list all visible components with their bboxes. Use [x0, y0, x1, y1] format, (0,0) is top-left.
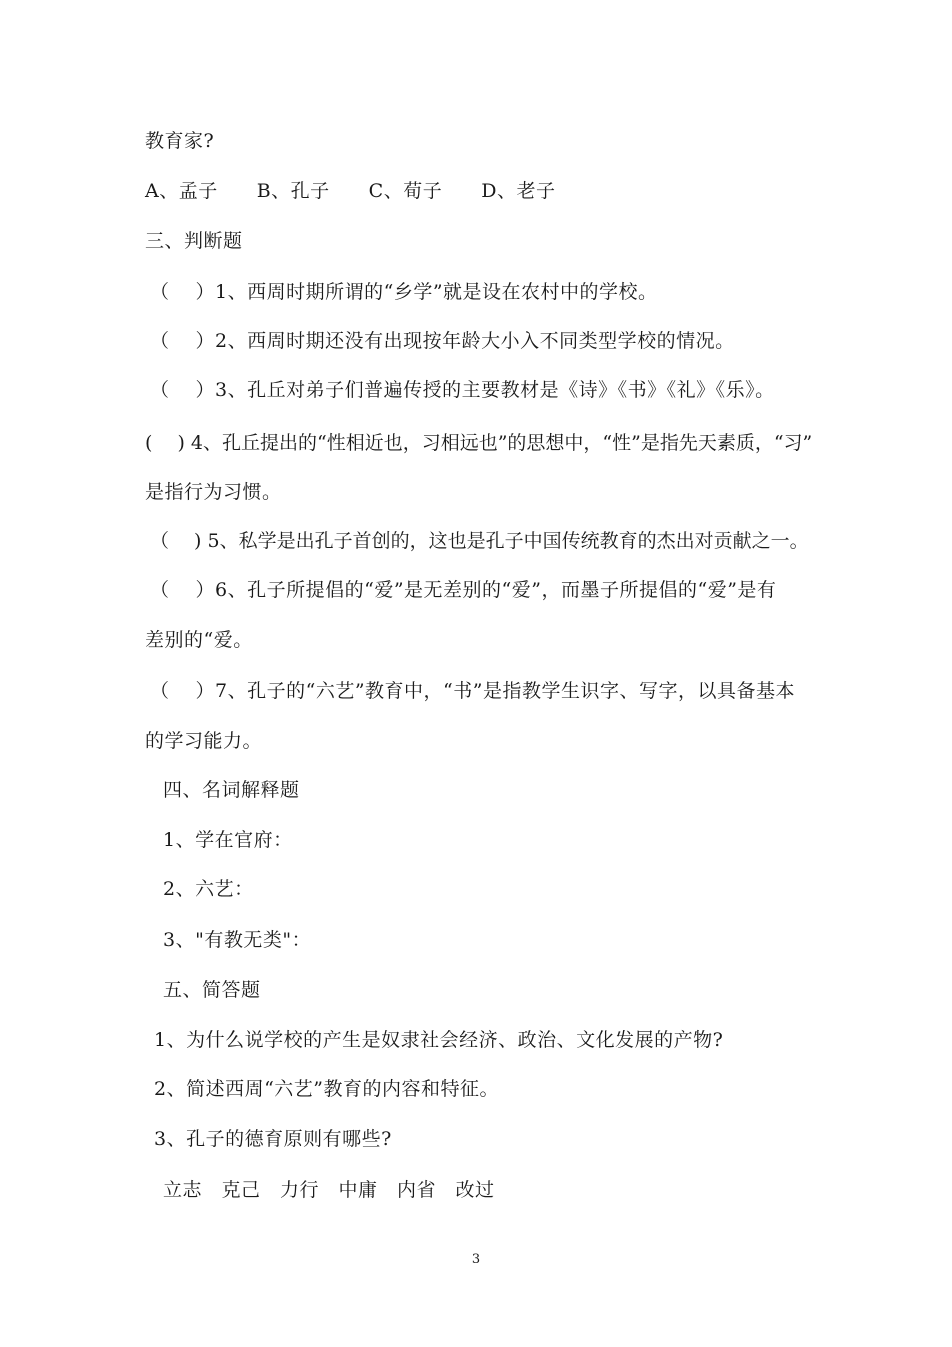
section-heading-short-answer: 五、简答题: [163, 979, 261, 1001]
multiple-choice-options: A、孟子 B、孔子 C、荀子 D、老子: [145, 180, 556, 202]
true-false-item-6-continued: 差别的“爱。: [145, 629, 253, 651]
true-false-item-2: （ ）2、西周时期还没有出现按年龄大小入不同类型学校的情况。: [150, 330, 735, 352]
true-false-item-4: ( ) 4、孔丘提出的“性相近也，习相远也”的思想中，“性”是指先天素质，“习”: [145, 432, 813, 454]
short-answer-item-1: 1、为什么说学校的产生是奴隶社会经济、政治、文化发展的产物?: [154, 1029, 724, 1051]
definition-item-3: 3、"有教无类"：: [163, 929, 312, 951]
definition-item-1: 1、学在官府：: [163, 829, 293, 851]
true-false-item-7: （ ）7、孔子的“六艺”教育中，“书”是指教学生识字、写字，以具备基本: [150, 680, 795, 702]
page-number: 3: [471, 1252, 481, 1267]
section-heading-definitions: 四、名词解释题: [163, 779, 300, 801]
definition-item-2: 2、六艺：: [163, 878, 254, 900]
true-false-item-1: （ ）1、西周时期所谓的“乡学”就是设在农村中的学校。: [150, 281, 658, 303]
section-heading-true-false: 三、判断题: [145, 230, 243, 252]
question-continuation: 教育家?: [145, 130, 215, 152]
short-answer-item-3: 3、孔子的德育原则有哪些?: [154, 1128, 392, 1150]
true-false-item-7-continued: 的学习能力。: [145, 730, 263, 752]
true-false-item-4-continued: 是指行为习惯。: [145, 481, 282, 503]
answer-keywords: 立志 克己 力行 中庸 内省 改过: [163, 1179, 495, 1201]
true-false-item-6: （ ）6、孔子所提倡的“爱”是无差别的“爱”，而墨子所提倡的“爱”是有: [150, 579, 777, 601]
true-false-item-5: （ ) 5、私学是出孔子首创的，这也是孔子中国传统教育的杰出对贡献之一。: [150, 530, 809, 552]
true-false-item-3: （ ）3、孔丘对弟子们普遍传授的主要教材是《诗》《书》《礼》《乐》。: [150, 379, 775, 401]
short-answer-item-2: 2、简述西周“六艺”教育的内容和特征。: [154, 1078, 500, 1100]
